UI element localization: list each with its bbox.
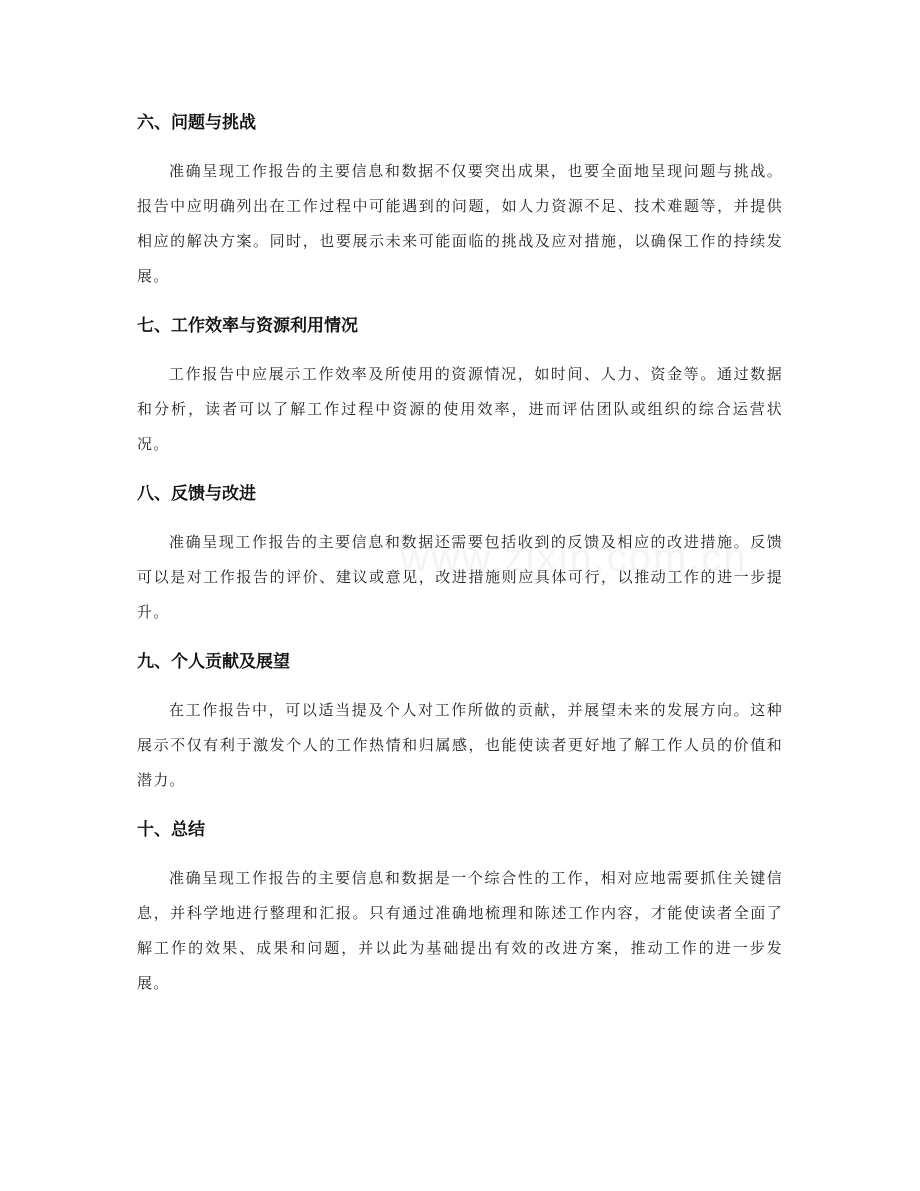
section-heading: 八、反馈与改进 [137, 484, 256, 504]
section-heading: 六、问题与挑战 [137, 113, 256, 133]
section-paragraph: 准确呈现工作报告的主要信息和数据还需要包括收到的反馈及相应的改进措施。反馈可以是对工作报告的评价、建议或意见，改进措施则应具体可行，以推动工作的进一步提升。 [137, 533, 783, 621]
section-heading: 九、个人贡献及展望 [137, 652, 290, 672]
section-paragraph: 工作报告中应展示工作效率及所使用的资源情况，如时间、人力、资金等。通过数据和分析，读者可以了解工作过程中资源的使用效率，进而评估团队或组织的综合运营状况。 [137, 365, 783, 453]
section-summary [137, 816, 783, 1001]
section-efficiency-resources [137, 312, 783, 462]
section-personal-contribution [137, 648, 783, 798]
section-paragraph: 在工作报告中，可以适当提及个人对工作所做的贡献，并展望未来的发展方向。这种展示不仅有利于激发个人的工作热情和归属感，也能使读者更好地了解工作人员的价值和潜力。 [137, 701, 783, 789]
section-heading: 七、工作效率与资源利用情况 [137, 316, 358, 336]
document-content [137, 109, 783, 1019]
section-heading: 十、总结 [137, 820, 205, 840]
section-paragraph: 准确呈现工作报告的主要信息和数据不仅要突出成果，也要全面地呈现问题与挑战。报告中应明确列出在工作过程中可能遇到的问题，如人力资源不足、技术难题等，并提供相应的解决方案。同时，也要展示未来可能面临的挑战及应对措施，以确保工作的持续发展。 [137, 162, 783, 285]
section-feedback-improvement [137, 480, 783, 630]
section-paragraph: 准确呈现工作报告的主要信息和数据是一个综合性的工作，相对应地需要抓住关键信息，并科学地进行整理和汇报。只有通过准确地梳理和陈述工作内容，才能使读者全面了解工作的效果、成果和问题，并以此为基础提出有效的改进方案，推动工作的进一步发展。 [137, 869, 783, 992]
section-problems-challenges [137, 109, 783, 294]
